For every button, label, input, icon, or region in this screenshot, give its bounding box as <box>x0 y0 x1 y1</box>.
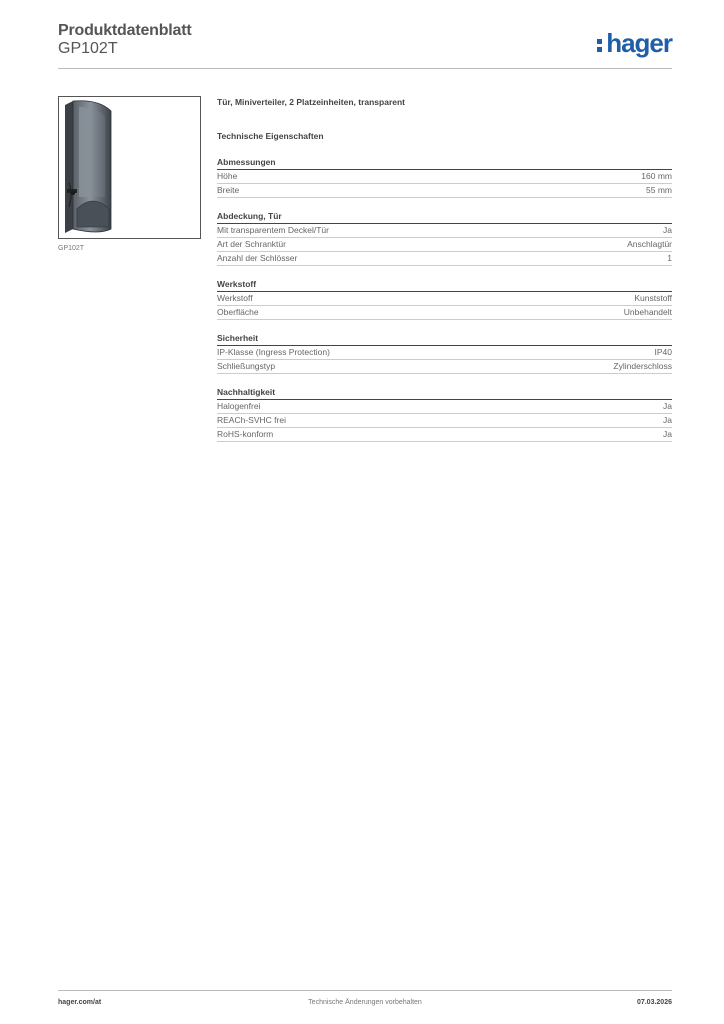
row-value: Ja <box>663 429 672 439</box>
row-value: Unbehandelt <box>623 307 672 317</box>
row-value: Kunststoff <box>634 293 672 303</box>
table-row <box>217 238 672 252</box>
section-dimensions <box>217 156 672 198</box>
row-label: Art der Schranktür <box>217 239 286 249</box>
row-label: IP-Klasse (Ingress Protection) <box>217 347 330 357</box>
section-title: Abdeckung, Tür <box>217 210 672 224</box>
row-value: Anschlagtür <box>627 239 672 249</box>
row-label: Mit transparentem Deckel/Tür <box>217 225 329 235</box>
footer-divider <box>58 990 672 991</box>
row-label: Werkstoff <box>217 293 253 303</box>
row-value: Ja <box>663 415 672 425</box>
table-row <box>217 252 672 266</box>
row-label: REACh-SVHC frei <box>217 415 286 425</box>
product-image <box>58 96 201 239</box>
row-label: Halogenfrei <box>217 401 261 411</box>
row-value: 1 <box>667 253 672 263</box>
product-code: GP102T <box>58 40 118 57</box>
table-row <box>217 360 672 374</box>
table-row <box>217 428 672 442</box>
website-link[interactable]: hager.com/at <box>58 999 102 1006</box>
product-image-caption: GP102T <box>58 245 85 252</box>
section-material <box>217 278 672 320</box>
section-title: Nachhaltigkeit <box>217 386 672 400</box>
row-value: IP40 <box>654 347 672 357</box>
table-row <box>217 306 672 320</box>
logo-dots-icon <box>597 39 602 53</box>
table-row <box>217 400 672 414</box>
product-description: Tür, Miniverteiler, 2 Platzeinheiten, transparent <box>217 97 406 107</box>
product-details <box>217 96 672 442</box>
hager-logo <box>606 28 672 58</box>
table-row <box>217 414 672 428</box>
section-safety <box>217 332 672 374</box>
miniverteiler-door-icon <box>59 97 200 238</box>
row-value: Ja <box>663 401 672 411</box>
footer-date: 07.03.2026 <box>636 999 672 1006</box>
row-label: Schließungstyp <box>217 361 276 371</box>
row-value: Zylinderschloss <box>613 361 672 371</box>
row-value: 160 mm <box>641 171 672 181</box>
row-label: Breite <box>217 185 240 195</box>
section-title: Abmessungen <box>217 156 672 170</box>
section-cover-door <box>217 210 672 266</box>
table-row <box>217 224 672 238</box>
table-row <box>217 170 672 184</box>
row-label: Anzahl der Schlösser <box>217 253 298 263</box>
table-row <box>217 184 672 198</box>
page-title: Produktdatenblatt <box>58 22 192 39</box>
page-footer <box>58 999 672 1009</box>
row-label: Oberfläche <box>217 307 259 317</box>
section-title: Werkstoff <box>217 278 672 292</box>
header-divider <box>58 68 672 69</box>
table-row <box>217 346 672 360</box>
logo-text: hager <box>606 28 672 58</box>
section-title: Sicherheit <box>217 332 672 346</box>
row-value: 55 mm <box>646 185 672 195</box>
row-label: RoHS-konform <box>217 429 274 439</box>
footer-notice: Technische Änderungen vorbehalten <box>308 999 422 1006</box>
row-label: Höhe <box>217 171 238 181</box>
row-value: Ja <box>663 225 672 235</box>
table-row <box>217 292 672 306</box>
page-header <box>58 20 672 68</box>
technical-properties-heading: Technische Eigenschaften <box>217 131 324 141</box>
section-sustainability <box>217 386 672 442</box>
